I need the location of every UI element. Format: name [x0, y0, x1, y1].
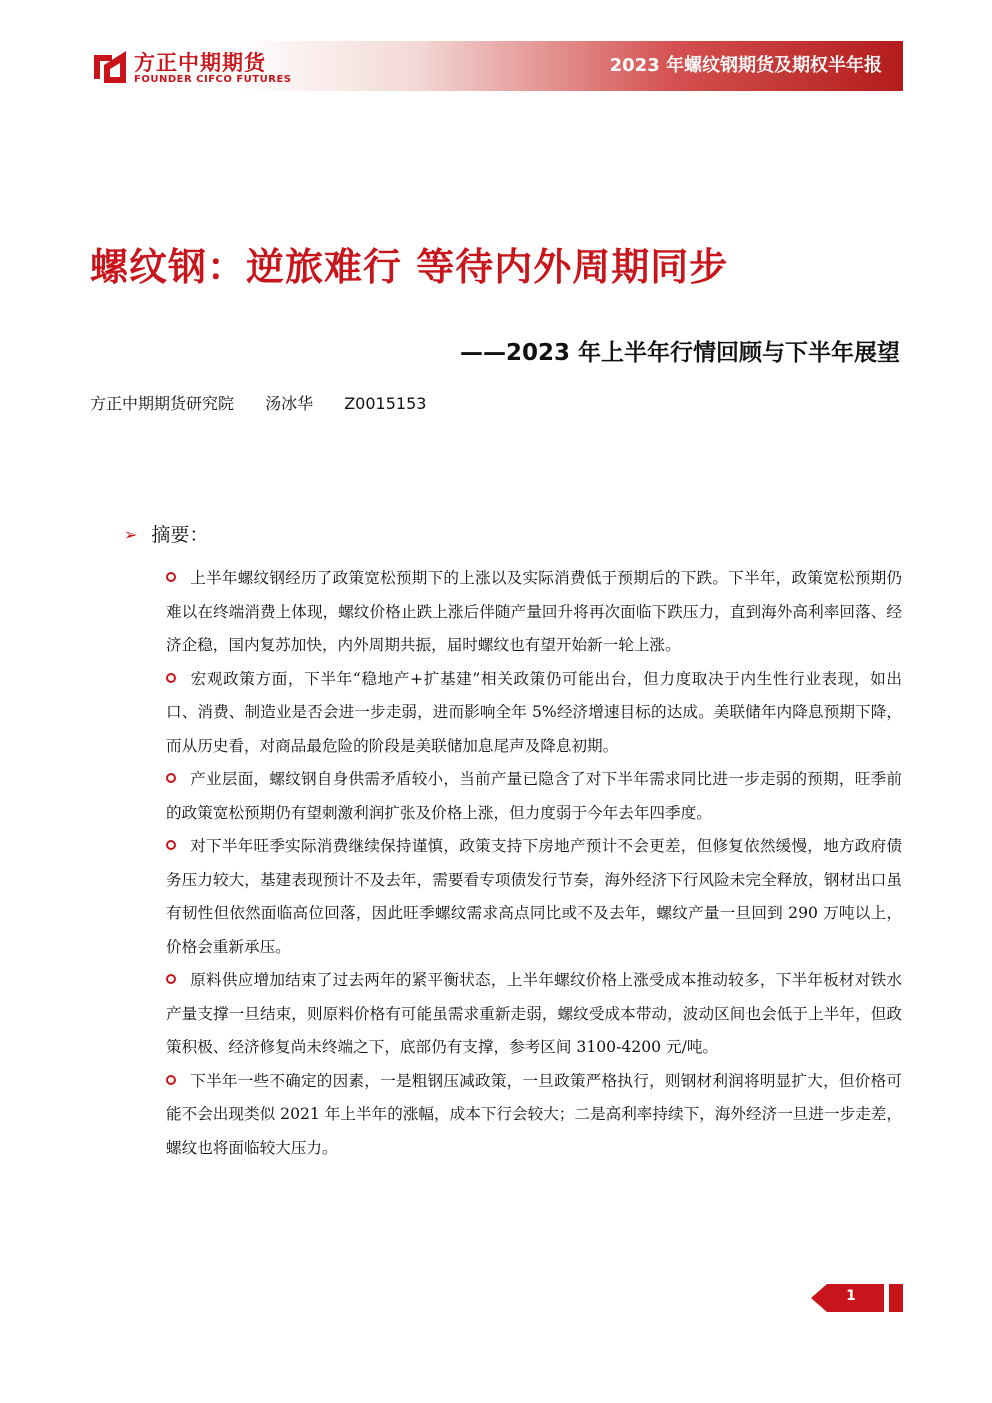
summary-heading-label: 摘要：: [151, 524, 209, 546]
page-subtitle: ——2023 年上半年行情回顾与下半年展望: [459, 340, 900, 366]
list-item: [166, 830, 902, 964]
author-institute: 方正中期期货研究院: [90, 394, 235, 413]
list-item: [166, 663, 902, 764]
circle-bullet-icon: [166, 840, 176, 850]
author-license: Z0015153: [344, 394, 427, 413]
arrow-bullet-icon: ➢: [124, 525, 138, 544]
summary-heading: [124, 520, 208, 547]
circle-bullet-icon: [166, 673, 176, 683]
list-item: [166, 1065, 902, 1166]
circle-bullet-icon: [166, 773, 176, 783]
list-item: [166, 964, 902, 1065]
list-item-text: 下半年一些不确定的因素，一是粗钢压减政策，一旦政策严格执行，则钢材利润将明显扩大，但价格可能不会出现类似 2021 年上半年的涨幅，成本下行会较大；二是高利率持续下，海外经济一旦进一步走差，螺纹也将面临较大压力。: [166, 1071, 902, 1157]
list-item-text: 原料供应增加结束了过去两年的紧平衡状态，上半年螺纹价格上涨受成本推动较多，下半年板材对铁水产量支撑一旦结束，则原料价格有可能虽需求重新走弱，螺纹受成本带动，波动区间也会低于上半年，但政策积极、经济修复尚未终端之下，底部仍有支撑，参考区间 3100-4200 元/吨。: [166, 971, 902, 1056]
company-logo: [90, 45, 290, 91]
page-tag-block: [889, 1284, 903, 1312]
circle-bullet-icon: [166, 1075, 176, 1085]
summary-list: [166, 562, 902, 1165]
logo-brand-cn: 方正中期期货: [134, 51, 266, 75]
list-item: [166, 562, 902, 663]
list-item-text: 上半年螺纹钢经历了政策宽松预期下的上涨以及实际消费低于预期后的下跌。下半年，政策宽松预期仍难以在终端消费上体现，螺纹价格止跌上涨后伴随产量回升将再次面临下跌压力，直到海外高利率回落、经济企稳，国内复苏加快，内外周期共振，届时螺纹也有望开始新一轮上涨。: [166, 569, 902, 654]
page-title: 螺纹钢：逆旅难行 等待内外周期同步: [90, 245, 729, 289]
list-item: [166, 763, 902, 830]
list-item-text: 对下半年旺季实际消费继续保持谨慎，政策支持下房地产预计不会更差，但修复依然缓慢，地方政府债务压力较大，基建表现预计不及去年，需要看专项债发行节奏，海外经济下行风险未完全释放，钢材出口虽有韧性但依然面临高位回落，因此旺季螺纹需求高点同比或不及去年，螺纹产量一旦回到 290 万吨以上，价格会重新承压。: [166, 837, 902, 956]
logo-mark-icon: [90, 47, 130, 87]
logo-brand-en: FOUNDER CIFCO FUTURES: [134, 74, 292, 85]
circle-bullet-icon: [166, 572, 176, 582]
circle-bullet-icon: [166, 974, 176, 984]
author-line: [90, 391, 452, 414]
page-number: 1: [846, 1288, 856, 1304]
page-number-tag: [811, 1284, 884, 1312]
report-name: 2023 年螺纹钢期货及期权半年报: [609, 55, 882, 76]
list-item-text: 产业层面，螺纹钢自身供需矛盾较小，当前产量已隐含了对下半年需求同比进一步走弱的预期，旺季前的政策宽松预期仍有望刺激利润扩张及价格上涨，但力度弱于今年去年四季度。: [166, 770, 902, 822]
author-name: 汤冰华: [265, 394, 314, 413]
list-item-text: 宏观政策方面，下半年“稳地产+扩基建”相关政策仍可能出台，但力度取决于内生性行业表现，如出口、消费、制造业是否会进一步走弱，进而影响全年 5%经济增速目标的达成。美联储年内降息预期下降，而从历史看，对商品最危险的阶段是美联储加息尾声及降息初期。: [166, 669, 902, 755]
